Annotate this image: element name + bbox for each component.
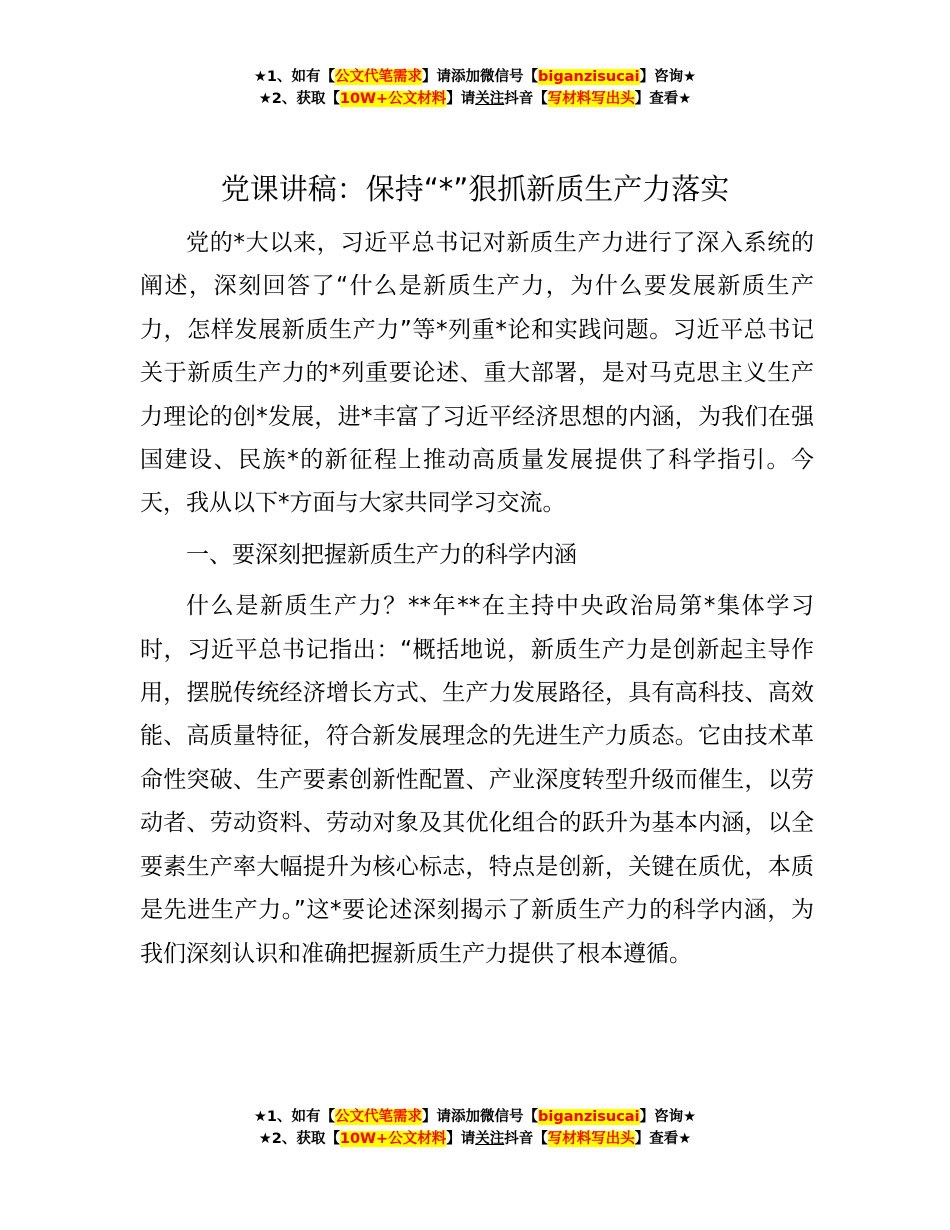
promo-text: 】查看★: [634, 1131, 692, 1147]
promo-underline: 关注: [475, 1131, 505, 1147]
header-promo-banner: [0, 66, 950, 110]
promo-text: ★2、获取【: [258, 91, 340, 107]
promo-highlight: 公文代笔需求: [335, 1109, 423, 1125]
promo-text: 】咨询★: [639, 1109, 697, 1125]
promo-highlight: biganzisucai: [538, 69, 640, 85]
paragraph-intro: 党的*大以来，习近平总书记对新质生产力进行了深入系统的阐述，深刻回答了“什么是新质生产力，为什么要发展新质生产力，怎样发展新质生产力”等*列重*论和实践问题。习近平总书记关于新质生产力的*列重要论述、重大部署，是对马克思主义生产力理论的创*发展，进*丰富了习近平经济思想的内涵，为我们在强国建设、民族*的新征程上推动高质量发展提供了科学指引。今天，我从以下*方面与大家共同学习交流。: [140, 230, 814, 517]
promo-highlight: 写材料写出头: [547, 1131, 635, 1147]
promo-text: ★1、如有【: [253, 69, 336, 85]
promo-text: 】咨询★: [639, 69, 697, 85]
promo-highlight: 10W+公文材料: [339, 91, 447, 107]
promo-text: 】请: [446, 1131, 476, 1147]
promo-text: 抖音【: [504, 91, 548, 107]
promo-underline: 关注: [475, 91, 505, 107]
promo-text: ★1、如有【: [253, 1109, 336, 1125]
promo-line-1: [0, 1106, 950, 1128]
promo-text: 抖音【: [504, 1131, 548, 1147]
promo-line-1: [0, 66, 950, 88]
promo-text: 】请添加微信号【: [422, 1109, 539, 1125]
promo-line-2: [0, 1128, 950, 1150]
document-body: [140, 222, 814, 976]
footer-promo-banner: [0, 1106, 950, 1150]
promo-highlight: 10W+公文材料: [339, 1131, 447, 1147]
promo-highlight: 写材料写出头: [547, 91, 635, 107]
promo-text: 】查看★: [634, 91, 692, 107]
promo-text: 】请: [446, 91, 476, 107]
paragraph-section-1: 什么是新质生产力？**年**在主持中央政治局第*集体学习时，习近平总书记指出：“概括地说，新质生产力是创新起主导作用，摆脱传统经济增长方式、生产力发展路径，具有高科技、高效能、高质量特征，符合新发展理念的先进生产力质态。它由技术革命性突破、生产要素创新性配置、产业深度转型升级而催生，以劳动者、劳动资料、劳动对象及其优化组合的跃升为基本内涵，以全要素生产率大幅提升为核心标志，特点是创新，关键在质优，本质是先进生产力。”这*要论述深刻揭示了新质生产力的科学内涵，为我们深刻认识和准确把握新质生产力提供了根本遵循。: [140, 593, 814, 967]
promo-highlight: 公文代笔需求: [335, 69, 423, 85]
promo-text: 】请添加微信号【: [422, 69, 539, 85]
section-heading: 一、要深刻把握新质生产力的科学内涵: [186, 541, 577, 568]
promo-line-2: [0, 88, 950, 110]
promo-text: ★2、获取【: [258, 1131, 340, 1147]
promo-highlight: biganzisucai: [538, 1109, 640, 1125]
document-title: 党课讲稿：保持“*”狠抓新质生产力落实: [220, 172, 730, 206]
